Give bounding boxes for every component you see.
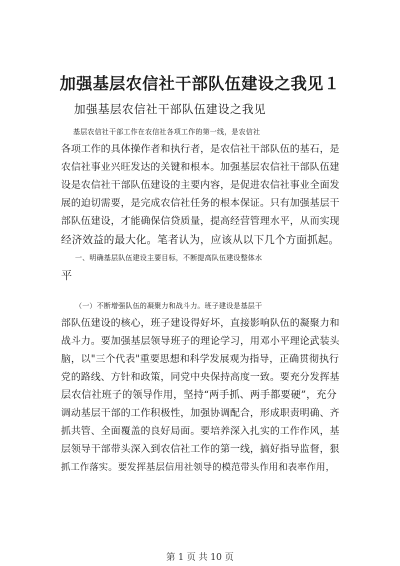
body-line: 党的路线、方针和政策，同党中央保持高度一致。要充分发挥基 xyxy=(61,372,340,383)
page-footer: 第 1 页 共 10 页 xyxy=(166,553,234,563)
body-line: 层农信社班子的领导作用，坚持“两手抓、两手都要硬”，充分 xyxy=(61,390,337,401)
section-heading-line: 平 xyxy=(61,269,73,282)
body-line: 抓工作落实。要发挥基层信用社领导的模范带头作用和表率作用， xyxy=(61,462,336,473)
body-line: 基层农信社干部工作在农信社各项工作的第一线，是农信社 xyxy=(73,128,261,136)
body-line: 抓共管、全面覆盖的良好局面。要培养深入扎实的工作作风，基 xyxy=(61,426,340,437)
body-line: 设是农信社干部队伍建设的主要内容，是促进农信社事业全面发 xyxy=(61,180,340,191)
body-line: 部队伍建设，才能确保信贷质量，提高经营管理水平，从而实现 xyxy=(61,216,340,227)
body-line: 调动基层干部的工作积极性，加强协调配合，形成职责明确、齐 xyxy=(61,408,340,419)
body-line: 脑，以"三个代表"重要思想和科学发展观为指导，正确贯彻执行 xyxy=(61,354,340,365)
body-line: （一）不断增强队伍的凝聚力和战斗力。班子建设是基层干 xyxy=(75,302,263,310)
section-heading-line: 一、明确基层队伍建设主要目标，不断提高队伍建设整体水 xyxy=(75,254,263,262)
body-line: 部队伍建设的核心，班子建设得好坏，直接影响队伍的凝聚力和 xyxy=(61,318,340,329)
document-title: 加强基层农信社干部队伍建设之我见１ xyxy=(59,74,341,93)
body-line: 层领导干部带头深入到农信社工作的第一线，搞好指导监督，狠 xyxy=(61,444,340,455)
body-line: 农信社事业兴旺发达的关键和根本。加强基层农信社干部队伍建 xyxy=(61,162,340,173)
body-line: 展的迫切需要，是完成农信社任务的根本保证。只有加强基层干 xyxy=(61,198,340,209)
body-line: 各项工作的具体操作者和执行者，是农信社干部队伍的基石，是 xyxy=(61,144,340,155)
body-line: 经济效益的最大化。笔者认为，应该从以下几个方面抓起。 xyxy=(61,234,340,246)
document-subtitle: 加强基层农信社干部队伍建设之我见 xyxy=(74,102,266,116)
body-line: 战斗力。要加强基层领导班子的理论学习，用邓小平理论武装头 xyxy=(61,336,340,347)
